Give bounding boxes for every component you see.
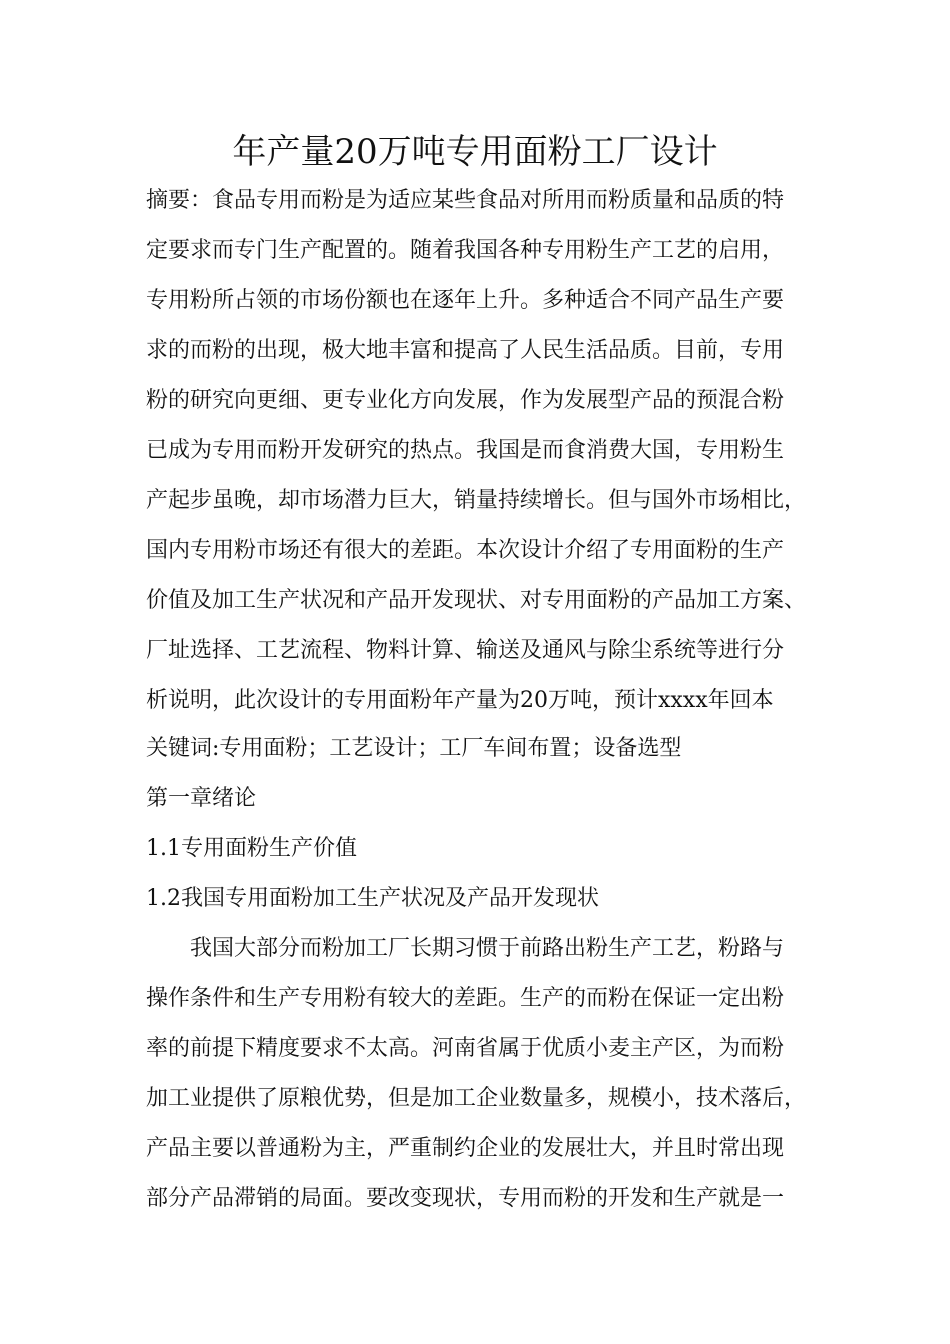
abstract-line: 定要求而专门生产配置的。随着我国各种专用粉生产工艺的启用， <box>146 238 785 263</box>
abstract-line: 价值及加工生产状况和产品开发现状、对专用面粉的产品加工方案、 <box>146 588 807 613</box>
abstract-line: 厂址选择、工艺流程、物料计算、输送及通风与除尘系统等进行分 <box>146 638 785 663</box>
keywords-line: 关键词:专用面粉；工艺设计；工厂车间布置；设备选型 <box>146 736 682 761</box>
section-heading-1-2: 1.2我国专用面粉加工生产状况及产品开发现状 <box>146 886 599 911</box>
abstract-line: 求的而粉的出现，极大地丰富和提高了人民生活品质。目前，专用 <box>146 338 785 363</box>
abstract-line: 摘要：食品专用而粉是为适应某些食品对所用而粉质量和品质的特 <box>146 188 785 213</box>
section-heading-1-1: 1.1专用面粉生产价值 <box>146 836 357 861</box>
abstract-line: 专用粉所占领的市场份额也在逐年上升。多种适合不同产品生产要 <box>146 288 785 313</box>
document-title: 年产量20万吨专用面粉工厂设计 <box>232 132 718 172</box>
body-line: 我国大部分而粉加工厂长期习惯于前路出粉生产工艺，粉路与 <box>190 936 785 961</box>
abstract-line: 析说明，此次设计的专用面粉年产量为20万吨，预计xxxx年回本 <box>146 688 774 713</box>
body-line: 率的前提下精度要求不太高。河南省属于优质小麦主产区，为而粉 <box>146 1036 785 1061</box>
body-line: 加工业提供了原粮优势，但是加工企业数量多，规模小，技术落后， <box>146 1086 807 1111</box>
body-line: 产品主要以普通粉为主，严重制约企业的发展壮大，并且时常出现 <box>146 1136 785 1161</box>
chapter-heading: 第一章绪论 <box>146 786 257 811</box>
abstract-line: 产起步虽晚，却市场潜力巨大，销量持续增长。但与国外市场相比， <box>146 488 807 513</box>
body-line: 部分产品滞销的局面。要改变现状，专用而粉的开发和生产就是一 <box>146 1186 785 1211</box>
abstract-line: 粉的研究向更细、更专业化方向发展，作为发展型产品的预混合粉 <box>146 388 785 413</box>
abstract-line: 国内专用粉市场还有很大的差距。本次设计介绍了专用面粉的生产 <box>146 538 785 563</box>
abstract-line: 已成为专用而粉开发研究的热点。我国是而食消费大国，专用粉生 <box>146 438 785 463</box>
body-line: 操作条件和生产专用粉有较大的差距。生产的而粉在保证一定出粉 <box>146 986 785 1011</box>
